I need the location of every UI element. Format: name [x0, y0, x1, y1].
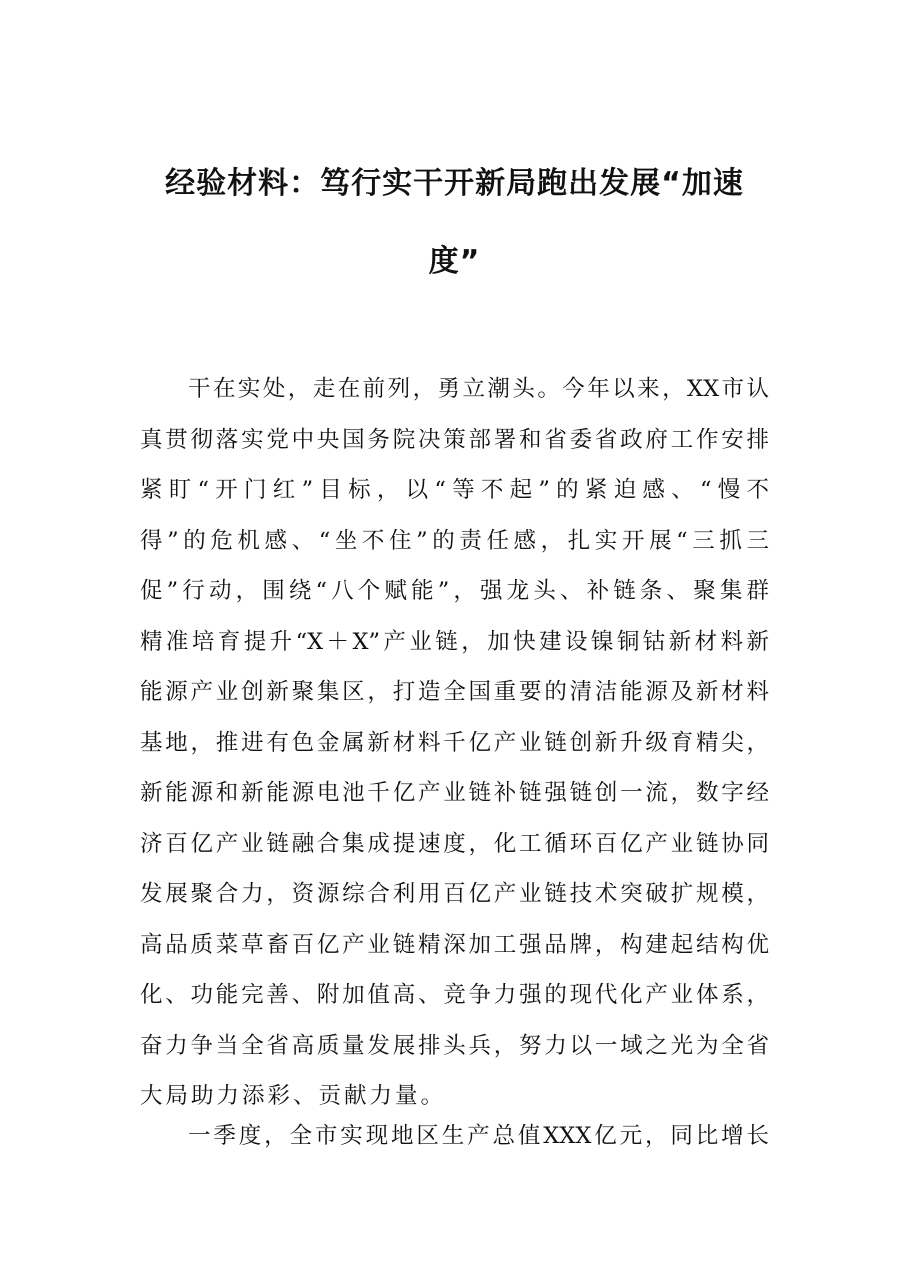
paragraph-line: 能源产业创新聚集区，打造全国重要的清洁能源及新材料	[140, 679, 769, 705]
paragraph-line: 大局助力添彩、贡献力量。	[140, 1083, 447, 1109]
paragraph-line: 高品质菜草畜百亿产业链精深加工强品牌，构建起结构优	[140, 931, 769, 958]
paragraph-2	[140, 1111, 769, 1162]
paragraph-line: 奋力争当全省高质量发展排头兵，努力以一域之光为全省	[140, 1032, 769, 1059]
document-title-line-2: 度”	[428, 244, 481, 279]
paragraph-line: 新能源和新能源电池千亿产业链补链强链创一流，数字经	[140, 780, 769, 806]
paragraph-line: 得”的危机感、“坐不住”的责任感，扎实开展“三抓三	[140, 527, 769, 554]
paragraph-line: 精准培育提升“X＋X”产业链，加快建设镍铜钴新材料新	[140, 628, 769, 655]
paragraph-1	[140, 364, 769, 1122]
paragraph-line: 干在实处，走在前列，勇立潮头。今年以来，XX市认	[188, 376, 769, 402]
paragraph-line: 发展聚合力，资源综合利用百亿产业链技术突破扩规模，	[140, 881, 769, 907]
paragraph-line: 紧盯“开门红”目标，以“等不起”的紧迫感、“慢不	[140, 477, 769, 503]
paragraph-line: 化、功能完善、附加值高、竞争力强的现代化产业体系，	[140, 982, 769, 1008]
paragraph-line: 基地，推进有色金属新材料千亿产业链创新升级育精尖，	[140, 729, 769, 756]
paragraph-line: 真贯彻落实党中央国务院决策部署和省委省政府工作安排	[140, 426, 769, 453]
paragraph-line: 一季度，全市实现地区生产总值XXX亿元，同比增长	[188, 1123, 769, 1149]
paragraph-line: 济百亿产业链融合集成提速度，化工循环百亿产业链协同	[140, 830, 769, 857]
document-title-line-1: 经验材料：笃行实干开新局跑出发展“加速	[165, 166, 744, 201]
paragraph-line: 促”行动，围绕“八个赋能”，强龙头、补链条、聚集群	[140, 578, 769, 604]
